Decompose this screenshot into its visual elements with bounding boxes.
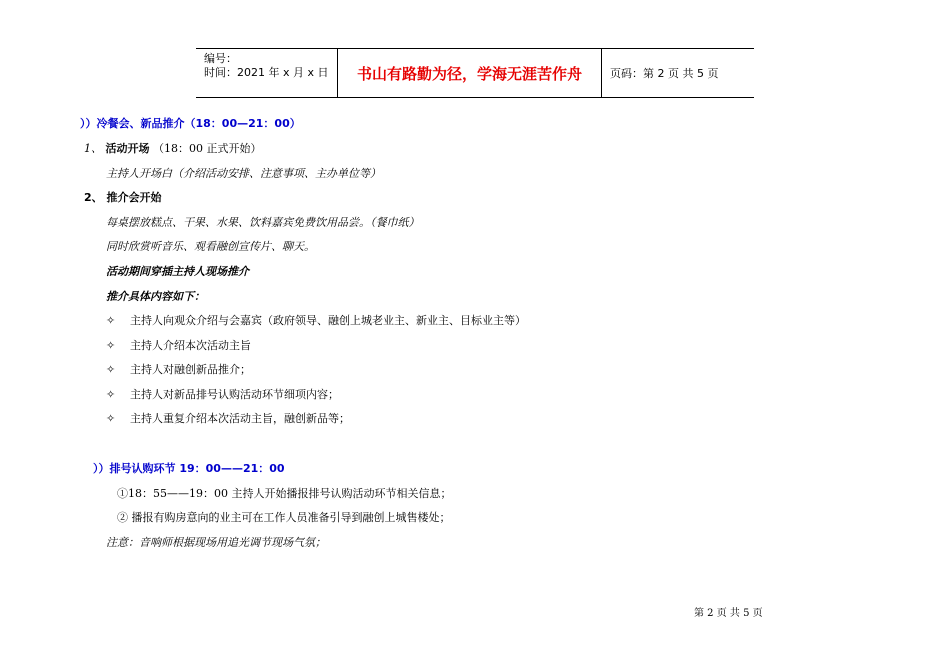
section2-title: ））排号认购环节 19：00——21：00 xyxy=(93,462,285,475)
section2-line2: ② 播报有购房意向的业主可在工作人员准备引导到融创上城售楼处； xyxy=(117,511,451,524)
header-page: 页码：第 2 页 共 5 页 xyxy=(610,67,719,80)
bullet-icon: ✧ xyxy=(106,339,116,352)
bullet-icon: ✧ xyxy=(106,388,116,401)
item2-line4: 推介具体内容如下： xyxy=(106,290,205,303)
section2-line1: ①18：55——19：00 主持人开始播报排号认购活动环节相关信息； xyxy=(117,487,452,500)
bullet-icon: ✧ xyxy=(106,314,116,327)
header-motto: 书山有路勤为径，学海无涯苦作舟 xyxy=(338,49,602,97)
header-number: 编号： xyxy=(204,52,237,65)
item1-note: （18：00 正式开始） xyxy=(153,142,262,155)
item1-detail: 主持人开场白（介绍活动安排、注意事项、主办单位等） xyxy=(106,167,381,180)
bullet-item xyxy=(106,337,251,353)
item2-title: 2、 推介会开始 xyxy=(84,191,162,204)
bullet-item xyxy=(106,410,350,426)
item2-line3: 活动期间穿插主持人现场推介 xyxy=(106,265,249,278)
bullet-item xyxy=(106,361,251,377)
header-time: 时间：2021 年 x 月 x 日 xyxy=(204,66,329,79)
section2-note: 注意：音响师根据现场用追光调节现场气氛； xyxy=(106,536,326,549)
item2-line1: 每桌摆放糕点、干果、水果、饮料嘉宾免费饮用品尝。（餐巾纸） xyxy=(106,216,420,229)
bullet-text: 主持人对融创新品推介； xyxy=(130,363,251,376)
bullet-icon: ✧ xyxy=(106,412,116,425)
page-footer: 第 2 页 共 5 页 xyxy=(694,608,763,619)
bullet-text: 主持人对新品排号认购活动环节细项内容； xyxy=(130,388,339,401)
bullet-icon: ✧ xyxy=(106,363,116,376)
bullet-text: 主持人重复介绍本次活动主旨，融创新品等； xyxy=(130,412,350,425)
bullet-item xyxy=(106,312,526,328)
section1-title: ））冷餐会、新品推介（18：00—21：00） xyxy=(80,117,301,130)
item2-line2: 同时欣赏听音乐、观看融创宣传片、聊天。 xyxy=(106,240,315,253)
page-header xyxy=(196,48,754,98)
bullet-text: 主持人向观众介绍与会嘉宾（政府领导、融创上城老业主、新业主、目标业主等） xyxy=(130,314,526,327)
item1-title: 活动开场 xyxy=(105,142,150,155)
header-meta xyxy=(196,49,338,97)
bullet-text: 主持人介绍本次活动主旨 xyxy=(130,339,251,352)
bullet-item xyxy=(106,386,339,402)
item1-number: 1、 xyxy=(84,142,102,155)
item1-heading xyxy=(84,140,262,156)
